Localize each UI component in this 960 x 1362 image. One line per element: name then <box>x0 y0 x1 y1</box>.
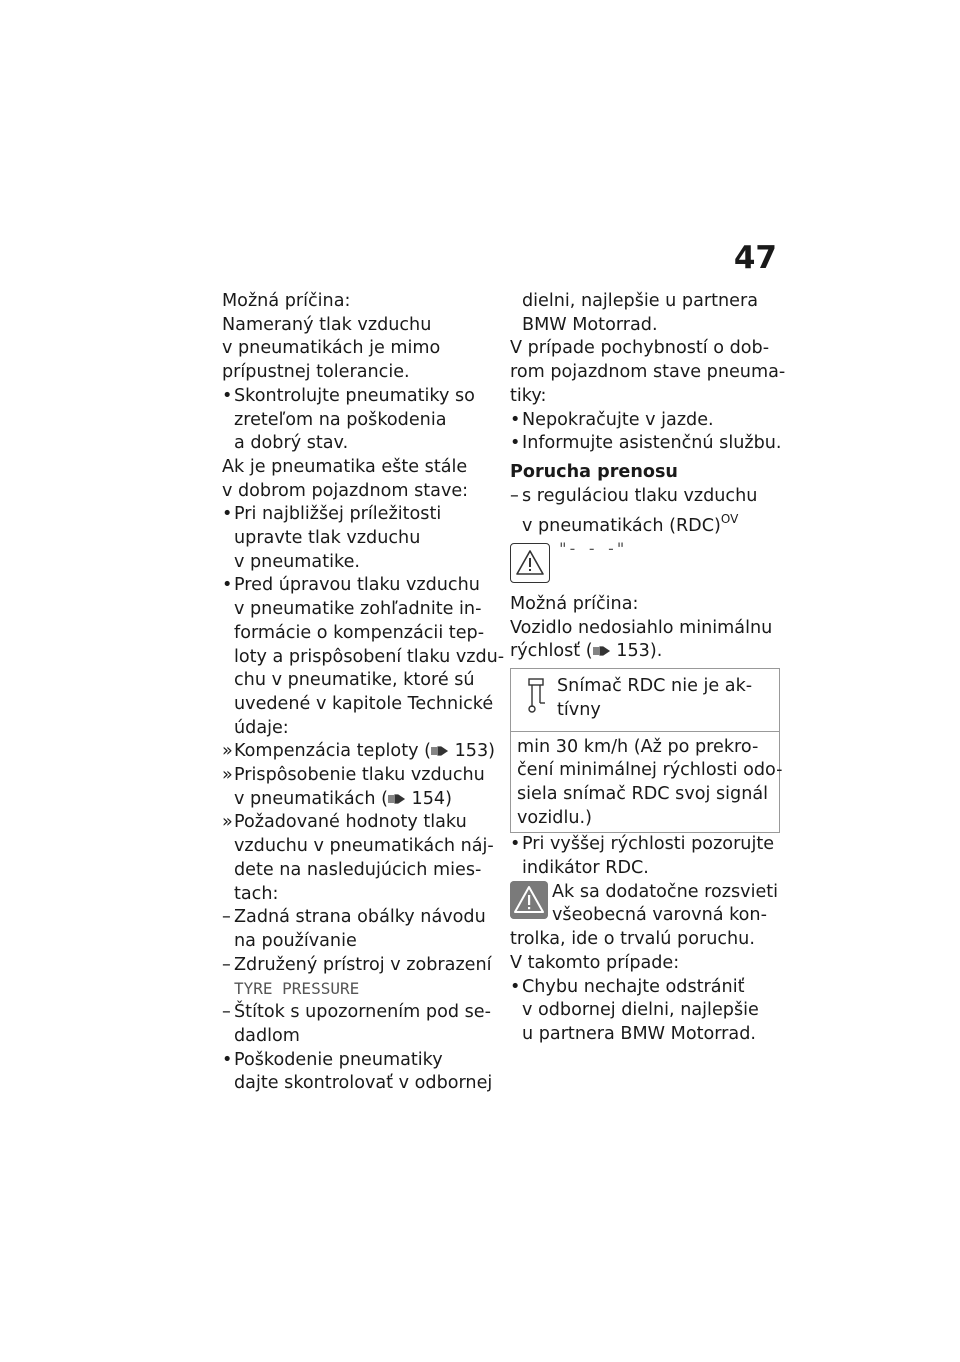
bullet-item <box>222 1049 494 1096</box>
text-line: chu v pneumatike, ktoré sú <box>234 670 475 691</box>
section-heading: Porucha prenosu <box>510 461 678 482</box>
text-line: Požadované hodnoty tlaku <box>234 812 467 833</box>
text-line: v pneumatike zohľadnite in- <box>234 599 482 620</box>
text-line: vzduchu v pneumatikách náj- <box>234 836 494 857</box>
bullet-item <box>222 574 505 740</box>
bullet-icon: • <box>222 1049 233 1070</box>
page-reference-link[interactable]: Kompenzácia teploty ( 153) <box>234 741 496 762</box>
text-line: Vozidlo nedosiahlo minimálnu <box>510 617 773 638</box>
text-line: V takomto prípade: <box>510 952 680 973</box>
page-arrow-icon <box>388 793 406 805</box>
page-arrow-icon <box>431 745 449 757</box>
page-number: 47 <box>733 240 777 276</box>
text-line: Možná príčina: <box>222 291 351 311</box>
reference-item <box>222 811 494 906</box>
dash-icon: – <box>222 907 231 928</box>
reference-item <box>222 764 494 811</box>
bullet-item <box>222 385 494 456</box>
page-arrow-icon <box>593 645 611 657</box>
text-line: čení minimálnej rýchlosti odo- <box>517 760 783 781</box>
bullet-item <box>510 409 782 433</box>
text-line: Ak je pneumatika ešte stále <box>222 456 468 477</box>
text-line: Snímač RDC nie je ak- <box>557 676 753 697</box>
text-line: s reguláciou tlaku vzduchu <box>522 485 758 506</box>
text-line: v pneumatikách je mimo <box>222 338 441 359</box>
dash-item <box>222 906 494 953</box>
reference-item <box>222 740 494 764</box>
display-row <box>510 539 782 583</box>
text-line: prípustnej tolerancie. <box>222 362 410 383</box>
text-line: dielni, najlepšie u partnera <box>522 291 758 311</box>
double-chevron-icon: » <box>222 741 233 762</box>
text-line: Pred úpravou tlaku vzduchu <box>234 575 480 596</box>
text-line: Pri najbližšej príležitosti <box>234 504 442 525</box>
warning-triangle-icon <box>510 543 550 583</box>
double-chevron-icon: » <box>222 812 233 833</box>
text-line: údaje: <box>234 717 289 738</box>
warning-note <box>510 881 782 928</box>
text-line: indikátor RDC. <box>522 858 649 879</box>
text-line: V prípade pochybností o dob- <box>510 338 770 359</box>
text-line: dete na nasledujúcich mies- <box>234 859 482 880</box>
text-line: v pneumatikách (RDC)$^{OV}$ <box>522 512 739 537</box>
text-line: BMW Motorrad. <box>522 314 658 335</box>
display-text: TYRE PRESSURE <box>234 979 360 999</box>
text-line: min 30 km/h (Až po prekro- <box>517 736 759 757</box>
text-line: a dobrý stav. <box>234 433 349 454</box>
text-line: uvedené v kapitole Technické <box>234 693 494 714</box>
page-reference-link[interactable]: v pneumatikách ( 154) <box>234 788 452 809</box>
info-table-header <box>511 669 779 731</box>
text-line: u partnera BMW Motorrad. <box>522 1023 756 1044</box>
text-line: Chybu nechajte odstrániť <box>522 976 745 997</box>
text-line: Nepokračujte v jazde. <box>522 409 714 430</box>
display-dashes: "- - -" <box>558 539 626 559</box>
text-line: tívny <box>557 699 601 720</box>
text-line: na používanie <box>234 930 357 951</box>
text-line: Ak sa dodatočne rozsvieti <box>552 881 779 902</box>
text-line: Prispôsobenie tlaku vzduchu <box>234 765 485 786</box>
bullet-icon: • <box>510 976 521 997</box>
right-column <box>510 290 786 1047</box>
bullet-item <box>222 503 494 574</box>
bullet-item <box>510 976 782 1047</box>
text-line: siela snímač RDC svoj signál <box>517 783 769 804</box>
text-line: Možná príčina: <box>510 594 639 615</box>
text-line: Štítok s upozornením pod se- <box>234 1002 491 1023</box>
dash-icon: – <box>510 485 519 506</box>
info-table <box>510 668 783 833</box>
bullet-item <box>510 432 782 456</box>
text-line: Pri vyššej rýchlosti pozorujte <box>522 834 775 855</box>
bullet-item <box>510 833 782 880</box>
text-line: formácie o kompenzácii tep- <box>234 622 485 643</box>
text-line: dadlom <box>234 1025 300 1046</box>
text-line: Zadná strana obálky návodu <box>234 907 486 928</box>
text-line: trolka, ide o trvalú poruchu. <box>510 929 755 950</box>
rdc-sensor-icon <box>517 675 557 715</box>
text-line: Poškodenie pneumatiky <box>234 1049 443 1070</box>
text-line: tiky: <box>510 385 547 406</box>
text-line: Združený prístroj v zobrazení <box>234 954 492 975</box>
text-line: v odbornej dielni, najlepšie <box>522 1000 759 1021</box>
text-line: rom pojazdnom stave pneuma- <box>510 362 786 383</box>
page-reference-link[interactable]: rýchlosť ( 153). <box>510 641 663 662</box>
left-column <box>222 290 505 1096</box>
double-chevron-icon: » <box>222 765 233 786</box>
text-line: v dobrom pojazdnom stave: <box>222 480 469 501</box>
dash-icon: – <box>222 954 231 975</box>
text-line: vozidlu.) <box>517 807 592 828</box>
dash-item <box>222 954 494 1001</box>
text-line: Informujte asistenčnú službu. <box>522 433 782 454</box>
dash-item <box>222 1001 494 1048</box>
bullet-icon: • <box>510 834 521 855</box>
text-line: Skontrolujte pneumatiky so <box>234 385 475 406</box>
text-line: zreteľom na poškodenia <box>234 409 447 430</box>
text-line: Nameraný tlak vzduchu <box>222 314 432 335</box>
text-line: tach: <box>234 883 279 904</box>
text-line: v pneumatike. <box>234 551 360 572</box>
variant-superscript: OV <box>720 512 739 527</box>
text-line: dajte skontrolovať v odbornej <box>234 1073 493 1094</box>
bullet-icon: • <box>222 504 233 525</box>
text-line: upravte tlak vzduchu <box>234 528 421 549</box>
text-line: všeobecná varovná kon- <box>552 905 767 926</box>
text-line: loty a prispôsobení tlaku vzdu- <box>234 646 505 667</box>
bullet-icon: • <box>510 433 521 454</box>
bullet-icon: • <box>222 385 233 406</box>
bullet-icon: • <box>510 409 521 430</box>
dash-icon: – <box>222 1002 231 1023</box>
warning-note-icon <box>510 881 548 919</box>
info-table-body <box>511 732 783 833</box>
dash-item <box>510 485 782 539</box>
bullet-icon: • <box>222 575 233 596</box>
